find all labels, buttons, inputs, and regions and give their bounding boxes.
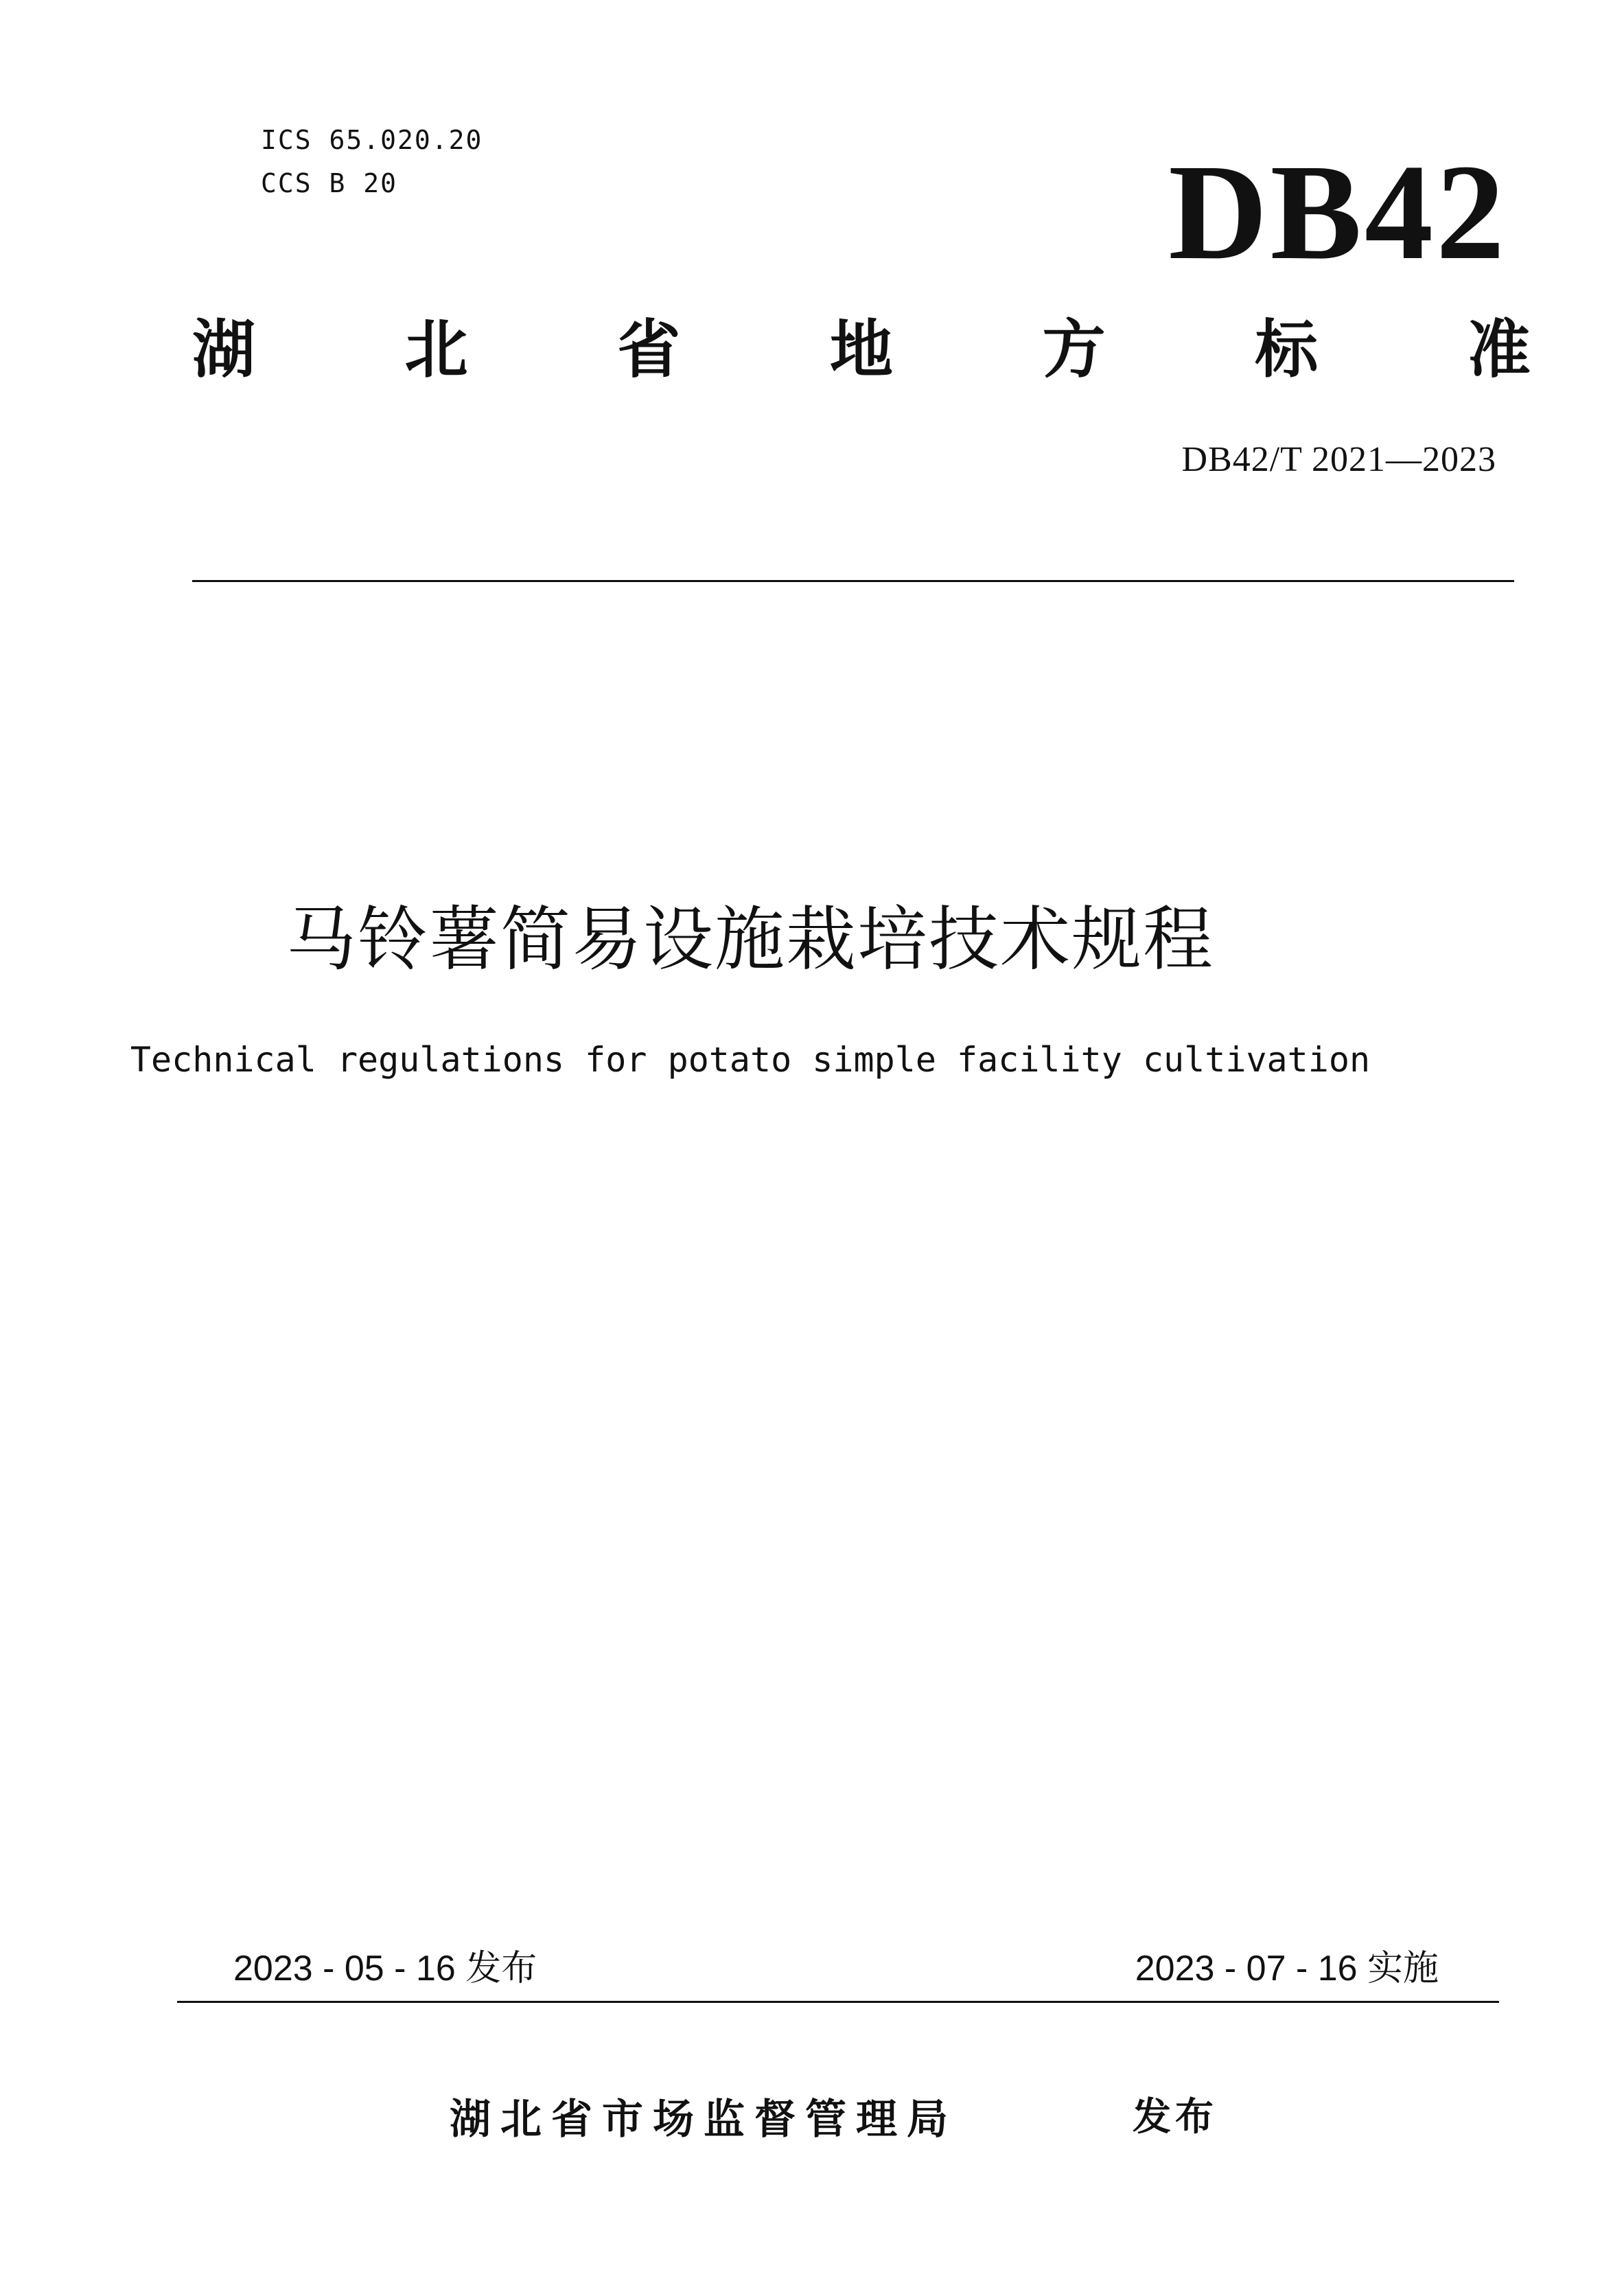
header-divider <box>192 580 1514 582</box>
standard-type-heading <box>192 312 1531 388</box>
ics-code: ICS 65.020.20 <box>261 125 483 155</box>
standard-number: DB42/T 2021—2023 <box>1181 440 1496 479</box>
standard-type-char: 地 <box>829 313 893 386</box>
footer-divider <box>177 2001 1499 2003</box>
standard-prefix-code: DB42 <box>1168 137 1507 288</box>
issuing-authority: 湖北省市场监督管理局 <box>450 2096 958 2144</box>
document-title-chinese: 马铃薯简易设施栽培技术规程 <box>286 899 1214 981</box>
document-title-english: Technical regulations for potato simple facility cultivation <box>130 1040 1371 1080</box>
standard-type-char: 方 <box>1042 313 1106 386</box>
standard-type-char: 湖 <box>192 313 256 386</box>
ccs-code: CCS B 20 <box>261 168 398 198</box>
issuing-action-label: 发布 <box>1133 2095 1218 2140</box>
implementation-date: 2023 - 07 - 16 实施 <box>1135 1949 1439 1988</box>
issue-date: 2023 - 05 - 16 发布 <box>233 1949 537 1988</box>
standard-type-char: 省 <box>617 313 681 386</box>
standard-type-char: 标 <box>1255 313 1319 386</box>
standard-type-char: 北 <box>404 313 468 386</box>
standard-type-char: 准 <box>1467 313 1531 386</box>
